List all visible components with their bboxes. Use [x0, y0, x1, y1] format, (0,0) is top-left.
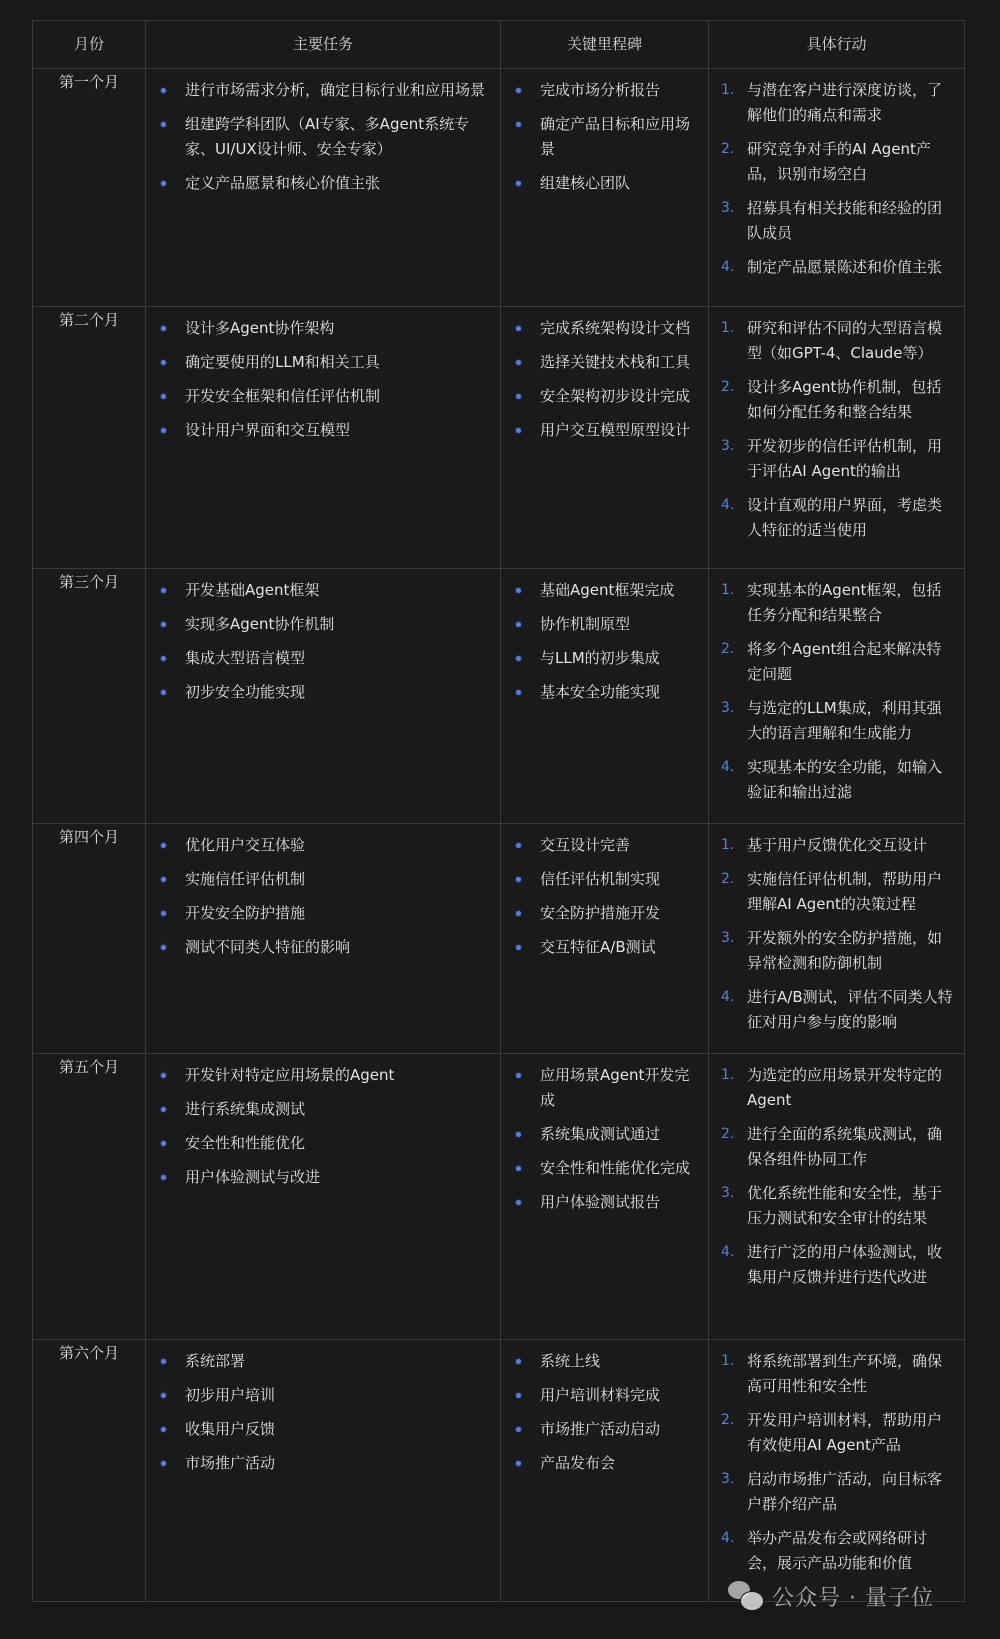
action-text: 将系统部署到生产环境，确保高可用性和安全性 [747, 1352, 943, 1395]
table-row [33, 1340, 965, 1602]
milestone-text: 用户培训材料完成 [540, 1386, 661, 1404]
action-text: 实现基本的Agent框架，包括任务分配和结果整合 [747, 581, 942, 624]
action-text: 优化系统性能和安全性，基于压力测试和安全审计的结果 [747, 1184, 943, 1227]
milestone-text: 市场推广活动启动 [540, 1420, 661, 1438]
bullet-icon [516, 1393, 521, 1398]
milestone-text: 应用场景Agent开发完成 [540, 1066, 690, 1109]
milestone-text: 组建核心团队 [540, 174, 631, 192]
list-item [710, 316, 955, 366]
bullet-icon [161, 690, 166, 695]
step-number: 1. [721, 837, 735, 853]
step-number: 4. [721, 1244, 735, 1260]
milestone-list [502, 308, 707, 460]
bullet-icon [161, 394, 166, 399]
milestone-text: 确定产品目标和应用场景 [540, 115, 691, 158]
bullet-icon [161, 181, 166, 186]
bullet-icon [161, 1107, 166, 1112]
list-item [502, 1451, 699, 1476]
list-item [147, 901, 491, 926]
step-number: 2. [721, 1412, 735, 1428]
task-cell [146, 307, 501, 569]
list-item [147, 1165, 491, 1190]
task-list [147, 570, 499, 722]
list-item [502, 612, 699, 637]
step-number: 3. [721, 200, 735, 216]
task-text: 定义产品愿景和核心价值主张 [185, 174, 381, 192]
list-item [147, 1417, 491, 1442]
step-number: 4. [721, 759, 735, 775]
bullet-icon [516, 656, 521, 661]
step-number: 3. [721, 930, 735, 946]
milestone-list [502, 1055, 707, 1232]
step-number: 2. [721, 141, 735, 157]
list-item [710, 1181, 955, 1231]
milestone-cell [501, 69, 709, 307]
list-item [710, 926, 955, 976]
wechat-icon [728, 1581, 764, 1611]
task-text: 设计用户界面和交互模型 [185, 421, 351, 439]
milestone-text: 交互特征A/B测试 [540, 938, 656, 956]
action-text: 为选定的应用场景开发特定的Agent [747, 1066, 943, 1109]
list-item [502, 1190, 699, 1215]
task-list [147, 308, 499, 460]
milestone-list [502, 825, 707, 977]
bullet-icon [161, 1461, 166, 1466]
action-cell [709, 69, 965, 307]
step-number: 4. [721, 259, 735, 275]
action-text: 实现基本的安全功能，如输入验证和输出过滤 [747, 758, 943, 801]
milestone-cell [501, 1054, 709, 1340]
task-cell [146, 569, 501, 824]
list-item [710, 833, 955, 858]
list-item [710, 78, 955, 128]
step-number: 2. [721, 379, 735, 395]
list-item [502, 578, 699, 603]
step-number: 4. [721, 1530, 735, 1546]
step-number: 1. [721, 82, 735, 98]
list-item [710, 137, 955, 187]
action-text: 进行广泛的用户体验测试，收集用户反馈并进行迭代改进 [747, 1243, 943, 1286]
bullet-icon [161, 1393, 166, 1398]
action-text: 研究和评估不同的大型语言模型（如GPT-4、Claude等） [747, 319, 943, 362]
month-cell: 第五个月 [33, 1054, 146, 1340]
step-number: 4. [721, 497, 735, 513]
month-cell: 第四个月 [33, 824, 146, 1054]
step-number: 1. [721, 1353, 735, 1369]
task-text: 开发针对特定应用场景的Agent [185, 1066, 395, 1084]
task-list [147, 1055, 499, 1207]
bullet-icon [516, 1427, 521, 1432]
bullet-icon [516, 1200, 521, 1205]
list-item [710, 1122, 955, 1172]
action-list [710, 570, 963, 822]
step-number: 1. [721, 320, 735, 336]
milestone-text: 协作机制原型 [540, 615, 631, 633]
list-item [502, 171, 699, 196]
month-cell: 第六个月 [33, 1340, 146, 1602]
milestone-text: 系统集成测试通过 [540, 1125, 661, 1143]
list-item [710, 755, 955, 805]
bullet-icon [516, 122, 521, 127]
bullet-icon [161, 1359, 166, 1364]
milestone-text: 与LLM的初步集成 [540, 649, 660, 667]
list-item [502, 867, 699, 892]
action-text: 设计多Agent协作机制，包括如何分配任务和整合结果 [747, 378, 942, 421]
milestone-list [502, 70, 707, 213]
bullet-icon [516, 88, 521, 93]
bullet-icon [516, 588, 521, 593]
task-text: 实施信任评估机制 [185, 870, 306, 888]
task-text: 初步安全功能实现 [185, 683, 306, 701]
bullet-icon [516, 945, 521, 950]
list-item [502, 901, 699, 926]
header-month: 月份 [33, 21, 146, 69]
list-item [710, 196, 955, 246]
table-row [33, 1054, 965, 1340]
task-list [147, 825, 499, 977]
watermark-text: 公众号 · 量子位 [772, 1585, 934, 1611]
task-text: 设计多Agent协作架构 [185, 319, 335, 337]
list-item [502, 350, 699, 375]
task-text: 安全性和性能优化 [185, 1134, 306, 1152]
header-milestones: 关键里程碑 [501, 21, 709, 69]
bullet-icon [161, 428, 166, 433]
task-cell [146, 824, 501, 1054]
list-item [147, 1131, 491, 1156]
list-item [147, 171, 491, 196]
list-item [502, 935, 699, 960]
list-item [147, 78, 491, 103]
plan-table-container [32, 20, 964, 1602]
list-item [502, 316, 699, 341]
action-text: 进行A/B测试，评估不同类人特征对用户参与度的影响 [747, 988, 953, 1031]
table-row [33, 824, 965, 1054]
action-cell [709, 307, 965, 569]
bullet-icon [516, 360, 521, 365]
action-text: 开发初步的信任评估机制，用于评估AI Agent的输出 [747, 437, 943, 480]
milestone-text: 基本安全功能实现 [540, 683, 661, 701]
milestone-text: 安全防护措施开发 [540, 904, 661, 922]
action-text: 制定产品愿景陈述和价值主张 [747, 258, 943, 276]
action-text: 招募具有相关技能和经验的团队成员 [747, 199, 943, 242]
month-cell: 第一个月 [33, 69, 146, 307]
bullet-icon [161, 1141, 166, 1146]
action-cell [709, 1054, 965, 1340]
task-text: 开发安全框架和信任评估机制 [185, 387, 381, 405]
action-text: 开发额外的安全防护措施，如异常检测和防御机制 [747, 929, 943, 972]
step-number: 3. [721, 700, 735, 716]
milestone-text: 用户交互模型原型设计 [540, 421, 691, 439]
bullet-icon [516, 1132, 521, 1137]
task-text: 市场推广活动 [185, 1454, 276, 1472]
list-item [147, 1451, 491, 1476]
list-item [147, 612, 491, 637]
list-item [710, 255, 955, 280]
action-text: 基于用户反馈优化交互设计 [747, 836, 928, 854]
list-item [710, 985, 955, 1035]
bullet-icon [516, 1073, 521, 1078]
task-list [147, 1341, 499, 1493]
step-number: 1. [721, 582, 735, 598]
step-number: 3. [721, 1471, 735, 1487]
bullet-icon [516, 1166, 521, 1171]
bullet-icon [516, 326, 521, 331]
step-number: 2. [721, 641, 735, 657]
bullet-icon [516, 1461, 521, 1466]
list-item [710, 1467, 955, 1517]
milestone-cell [501, 1340, 709, 1602]
list-item [502, 112, 699, 162]
list-item [710, 1349, 955, 1399]
action-list [710, 1055, 963, 1307]
task-text: 开发基础Agent框架 [185, 581, 320, 599]
list-item [710, 1408, 955, 1458]
list-item [710, 375, 955, 425]
list-item [502, 1156, 699, 1181]
list-item [710, 637, 955, 687]
bullet-icon [161, 877, 166, 882]
bullet-icon [516, 622, 521, 627]
milestone-list [502, 570, 707, 722]
task-text: 收集用户反馈 [185, 1420, 276, 1438]
action-text: 研究竞争对手的AI Agent产品，识别市场空白 [747, 140, 931, 183]
list-item [502, 1122, 699, 1147]
list-item [147, 350, 491, 375]
task-text: 组建跨学科团队（AI专家、多Agent系统专家、UI/UX设计师、安全专家） [185, 115, 470, 158]
list-item [710, 578, 955, 628]
list-item [147, 867, 491, 892]
bullet-icon [161, 588, 166, 593]
list-item [147, 646, 491, 671]
table-body [33, 69, 965, 1602]
six-month-plan-table [32, 20, 965, 1602]
task-text: 初步用户培训 [185, 1386, 276, 1404]
action-cell [709, 824, 965, 1054]
milestone-cell [501, 824, 709, 1054]
milestone-text: 用户体验测试报告 [540, 1193, 661, 1211]
task-text: 实现多Agent协作机制 [185, 615, 335, 633]
action-cell [709, 1340, 965, 1602]
action-list [710, 70, 963, 297]
action-list [710, 825, 963, 1052]
list-item [147, 418, 491, 443]
list-item [502, 384, 699, 409]
list-item [710, 1526, 955, 1576]
step-number: 3. [721, 1185, 735, 1201]
bullet-icon [516, 1359, 521, 1364]
list-item [710, 1063, 955, 1113]
list-item [502, 1349, 699, 1374]
list-item [502, 1063, 699, 1113]
list-item [147, 935, 491, 960]
milestone-text: 产品发布会 [540, 1454, 616, 1472]
action-text: 举办产品发布会或网络研讨会，展示产品功能和价值 [747, 1529, 928, 1572]
task-list [147, 70, 499, 213]
list-item [502, 418, 699, 443]
task-text: 开发安全防护措施 [185, 904, 306, 922]
table-header-row [33, 21, 965, 69]
header-tasks: 主要任务 [146, 21, 501, 69]
task-text: 确定要使用的LLM和相关工具 [185, 353, 380, 371]
bullet-icon [516, 877, 521, 882]
bullet-icon [161, 1175, 166, 1180]
bullet-icon [161, 88, 166, 93]
milestone-cell [501, 307, 709, 569]
action-text: 启动市场推广活动，向目标客户群介绍产品 [747, 1470, 943, 1513]
list-item [502, 1383, 699, 1408]
list-item [147, 1349, 491, 1374]
task-text: 用户体验测试与改进 [185, 1168, 321, 1186]
task-cell [146, 1340, 501, 1602]
milestone-text: 安全性和性能优化完成 [540, 1159, 691, 1177]
milestone-text: 基础Agent框架完成 [540, 581, 675, 599]
table-row [33, 69, 965, 307]
list-item [147, 316, 491, 341]
bullet-icon [161, 911, 166, 916]
action-text: 将多个Agent组合起来解决特定问题 [747, 640, 942, 683]
list-item [147, 680, 491, 705]
bullet-icon [161, 945, 166, 950]
step-number: 2. [721, 871, 735, 887]
action-text: 设计直观的用户界面，考虑类人特征的适当使用 [747, 496, 943, 539]
milestone-text: 系统上线 [540, 1352, 601, 1370]
task-cell [146, 1054, 501, 1340]
milestone-text: 完成市场分析报告 [540, 81, 661, 99]
bullet-icon [161, 360, 166, 365]
bullet-icon [516, 690, 521, 695]
bullet-icon [516, 911, 521, 916]
action-list [710, 308, 963, 560]
header-actions: 具体行动 [709, 21, 965, 69]
action-text: 进行全面的系统集成测试，确保各组件协同工作 [747, 1125, 943, 1168]
milestone-list [502, 1341, 707, 1493]
action-text: 与潜在客户进行深度访谈，了解他们的痛点和需求 [747, 81, 943, 124]
milestone-text: 安全架构初步设计完成 [540, 387, 691, 405]
bullet-icon [161, 122, 166, 127]
milestone-text: 信任评估机制实现 [540, 870, 661, 888]
step-number: 1. [721, 1067, 735, 1083]
list-item [502, 78, 699, 103]
list-item [502, 833, 699, 858]
bullet-icon [161, 656, 166, 661]
task-text: 测试不同类人特征的影响 [185, 938, 351, 956]
list-item [710, 867, 955, 917]
step-number: 3. [721, 438, 735, 454]
list-item [710, 434, 955, 484]
bullet-icon [161, 843, 166, 848]
bullet-icon [516, 428, 521, 433]
list-item [147, 384, 491, 409]
watermark [728, 1578, 934, 1614]
milestone-text: 交互设计完善 [540, 836, 631, 854]
task-text: 优化用户交互体验 [185, 836, 306, 854]
list-item [710, 696, 955, 746]
action-list [710, 1341, 963, 1593]
task-cell [146, 69, 501, 307]
list-item [147, 1097, 491, 1122]
list-item [710, 493, 955, 543]
bullet-icon [161, 622, 166, 627]
bullet-icon [161, 1073, 166, 1078]
action-text: 实施信任评估机制，帮助用户理解AI Agent的决策过程 [747, 870, 943, 913]
list-item [147, 1063, 491, 1088]
list-item [502, 1417, 699, 1442]
step-number: 4. [721, 989, 735, 1005]
table-row [33, 569, 965, 824]
bullet-icon [516, 394, 521, 399]
milestone-cell [501, 569, 709, 824]
action-text: 开发用户培训材料，帮助用户有效使用AI Agent产品 [747, 1411, 943, 1454]
list-item [147, 112, 491, 162]
table-row [33, 307, 965, 569]
month-cell: 第三个月 [33, 569, 146, 824]
bullet-icon [161, 326, 166, 331]
list-item [147, 833, 491, 858]
step-number: 2. [721, 1126, 735, 1142]
list-item [147, 1383, 491, 1408]
task-text: 系统部署 [185, 1352, 246, 1370]
milestone-text: 选择关键技术栈和工具 [540, 353, 691, 371]
action-cell [709, 569, 965, 824]
month-cell: 第二个月 [33, 307, 146, 569]
task-text: 进行市场需求分析，确定目标行业和应用场景 [185, 81, 486, 99]
list-item [710, 1240, 955, 1290]
list-item [502, 646, 699, 671]
bullet-icon [516, 843, 521, 848]
list-item [502, 680, 699, 705]
task-text: 进行系统集成测试 [185, 1100, 306, 1118]
list-item [147, 578, 491, 603]
milestone-text: 完成系统架构设计文档 [540, 319, 691, 337]
action-text: 与选定的LLM集成，利用其强大的语言理解和生成能力 [747, 699, 942, 742]
bullet-icon [161, 1427, 166, 1432]
bullet-icon [516, 181, 521, 186]
task-text: 集成大型语言模型 [185, 649, 306, 667]
